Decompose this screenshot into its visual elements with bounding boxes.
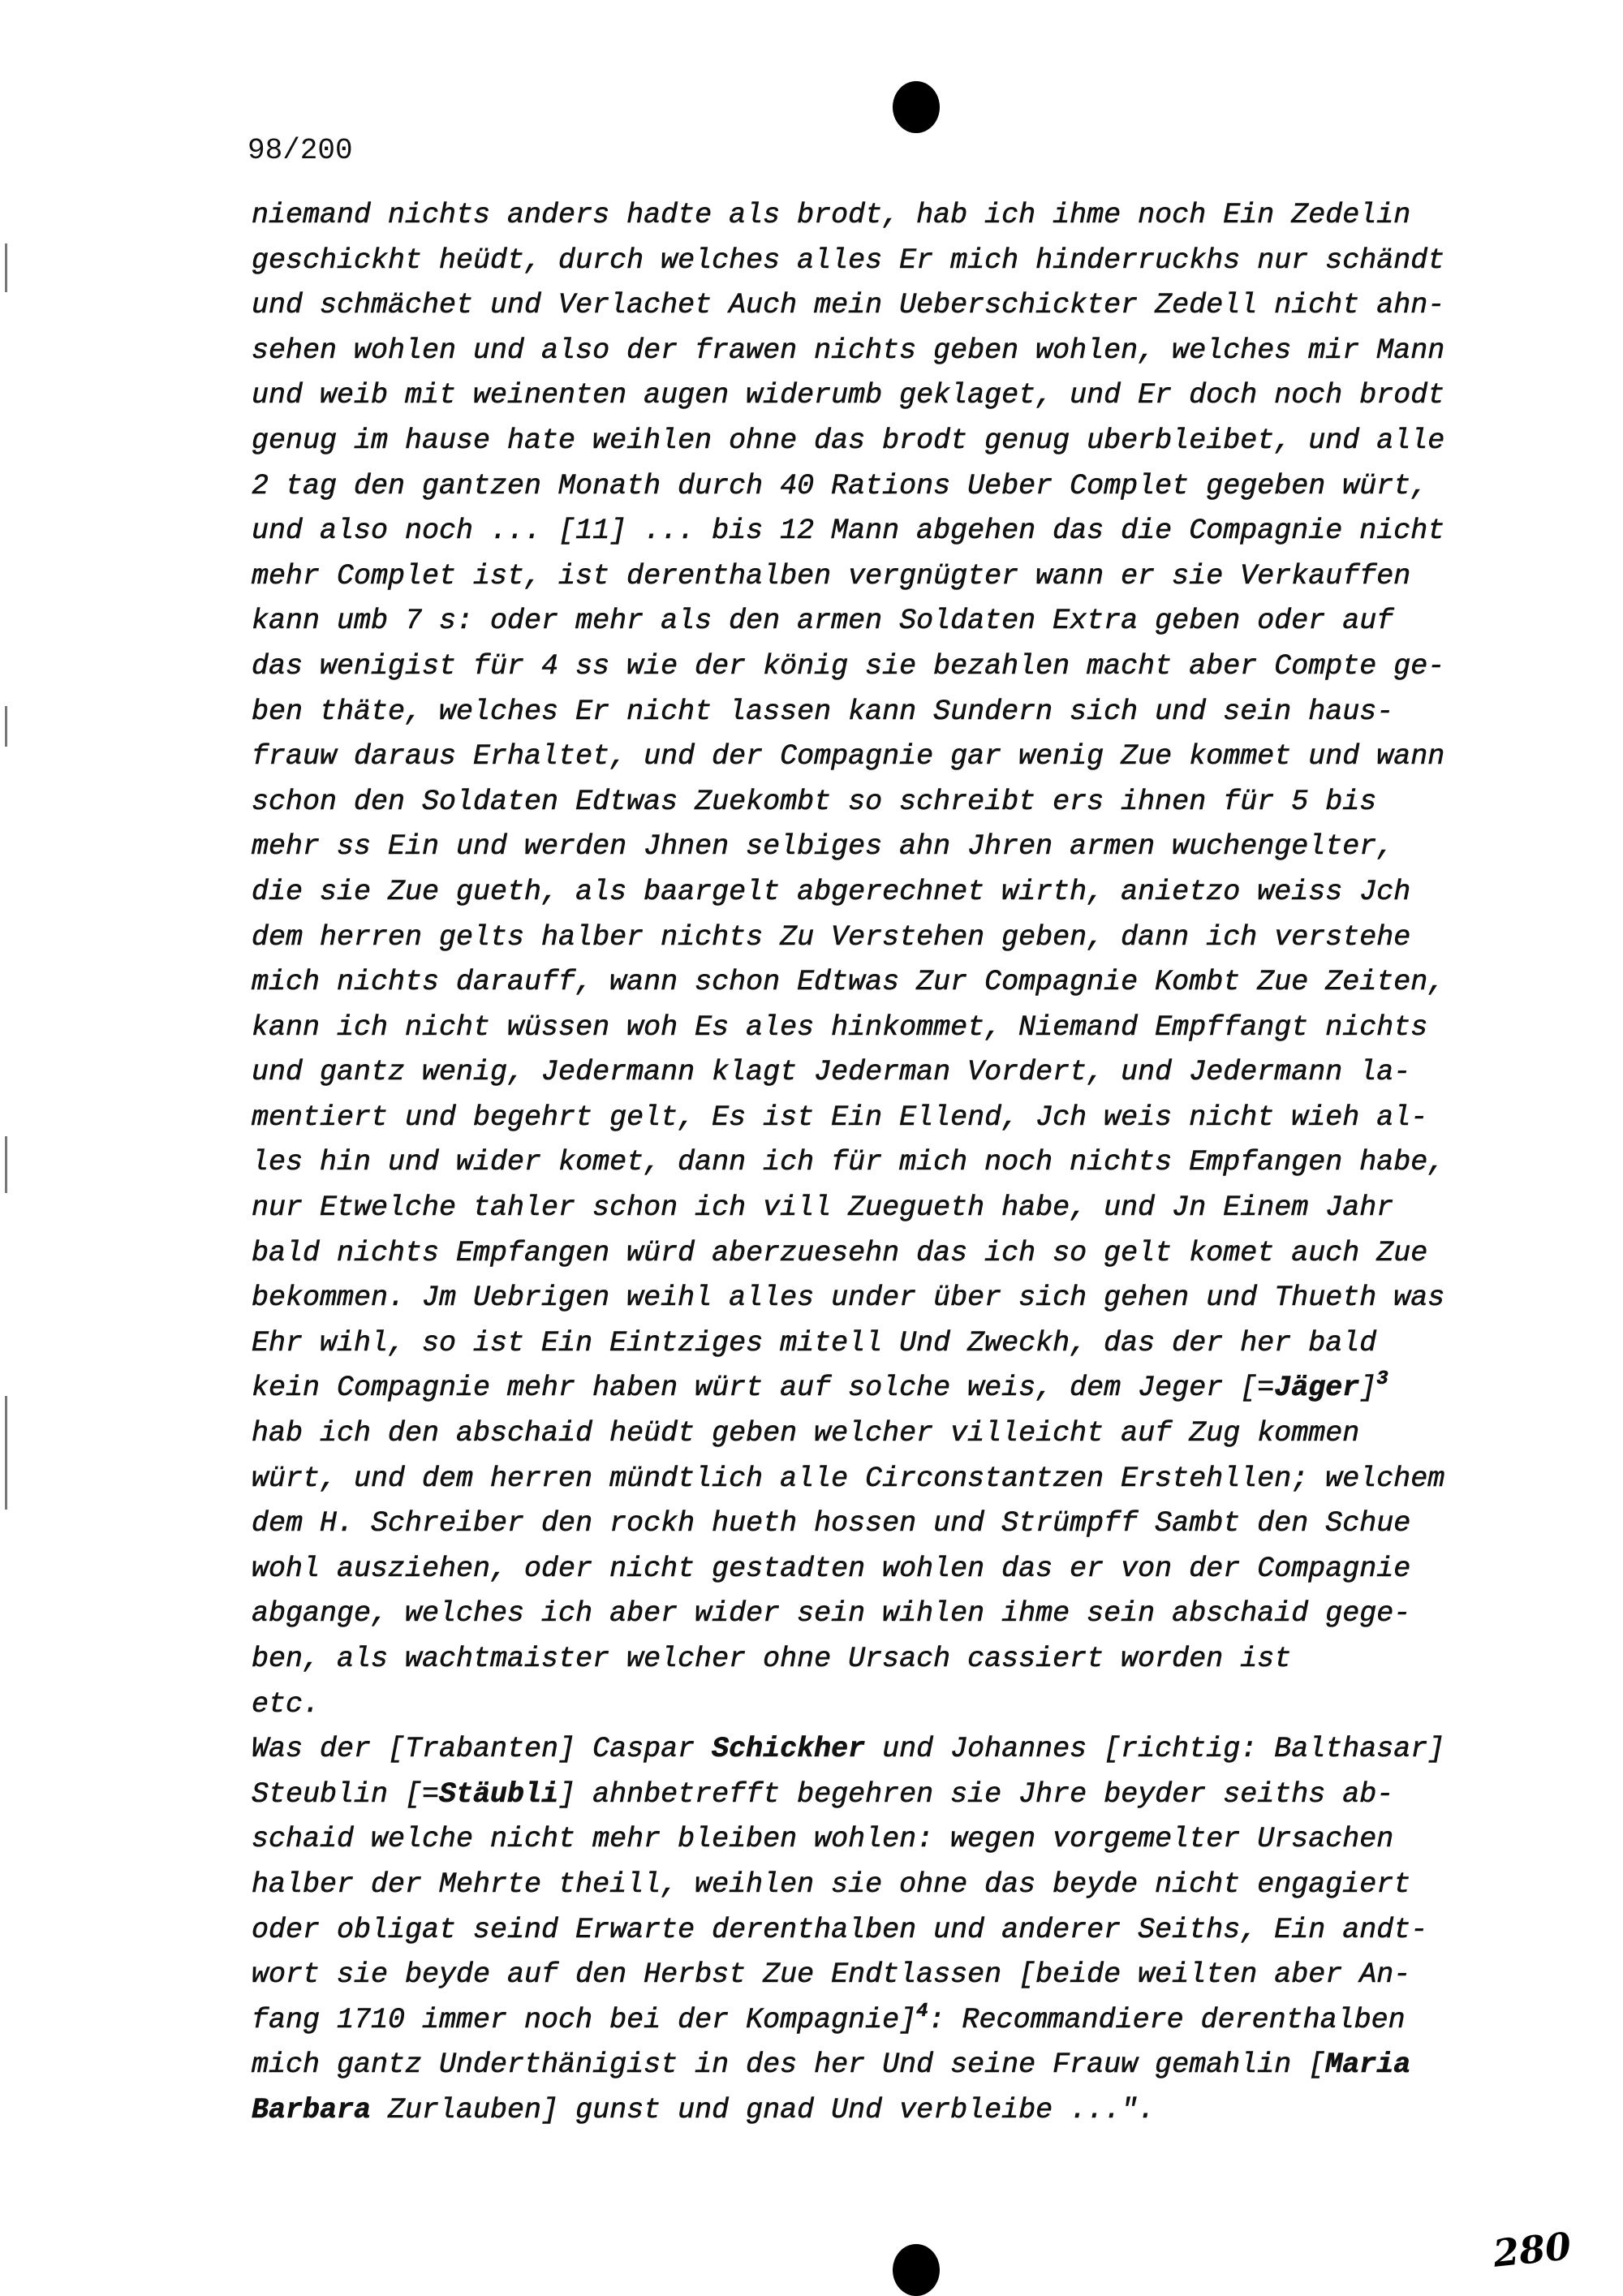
text-segment: niemand nichts anders hadte als brodt, hab ich ihme noch Ein Zedelin: [252, 199, 1411, 231]
text-line: [252, 2088, 1444, 2134]
text-line: [252, 870, 1444, 915]
punch-hole-top: [893, 81, 940, 133]
text-line: [252, 1276, 1444, 1321]
text-segment: nur Etwelche tahler schon ich vill Zuegueth habe, und Jn Einem Jahr: [252, 1191, 1394, 1225]
text-line: [252, 329, 1444, 374]
text-segment: dem H. Schreiber den rockh hueth hossen und Strümpff Sambt den Schue: [252, 1507, 1411, 1540]
text-segment: fang 1710 immer noch bei der Kompagnie]: [252, 2003, 917, 2036]
text-line: [252, 1908, 1444, 1954]
text-segment: genug im hause hate weihlen ohne das brodt genug uberbleibet, und alle: [252, 424, 1445, 457]
text-line: [252, 1547, 1444, 1592]
scan-edge-mark: [5, 1136, 7, 1193]
text-segment: und gantz wenig, Jedermann klagt Jederman Vordert, und Jedermann la-: [252, 1056, 1411, 1089]
text-line: [252, 690, 1444, 735]
bold-name: Jäger: [1274, 1372, 1360, 1405]
text-segment: und weib mit weinenten augen widerumb geklaget, und Er doch noch brodt: [252, 379, 1445, 412]
text-line: [252, 2043, 1444, 2088]
text-line: [252, 1411, 1444, 1457]
text-segment: kann ich nicht wüssen woh Es ales hinkommet, Niemand Empffangt nichts: [252, 1010, 1428, 1044]
text-line: [252, 419, 1444, 464]
text-line: [252, 464, 1444, 510]
text-line: [252, 1953, 1444, 1998]
text-segment: oder obligat seind Erwarte derenthalben und anderer Seiths, Ein andt-: [252, 1913, 1428, 1946]
bold-name: Schickher: [712, 1733, 866, 1766]
text-segment: ]: [1359, 1372, 1377, 1405]
text-line: [252, 599, 1444, 644]
document-body: [252, 193, 1444, 2134]
text-line: [252, 960, 1444, 1006]
text-segment: wohl ausziehen, oder nicht gestadten wohlen das er von der Compagnie: [252, 1552, 1411, 1585]
text-line: [252, 1186, 1444, 1231]
text-segment: ben thäte, welches Er nicht lassen kann Sundern sich und sein haus-: [252, 695, 1394, 728]
text-segment: wort sie beyde auf den Herbst Zue Endtlassen [beide weilten aber An-: [252, 1958, 1411, 1992]
text-segment: das wenigist für 4 ss wie der könig sie bezahlen macht aber Compte ge-: [252, 649, 1445, 683]
text-line: [252, 1050, 1444, 1096]
text-line: [252, 1998, 1444, 2044]
text-segment: mich nichts darauff, wann schon Edtwas Zur Compagnie Kombt Zue Zeiten,: [252, 966, 1445, 999]
text-segment: mentiert und begehrt gelt, Es ist Ein Ellend, Jch weis nicht wieh al-: [252, 1101, 1428, 1134]
text-segment: hab ich den abschaid heüdt geben welcher villeicht auf Zug kommen: [252, 1417, 1360, 1450]
text-segment: 2 tag den gantzen Monath durch 40 Rations Ueber Complet gegeben würt,: [252, 469, 1428, 502]
scan-edge-mark: [5, 243, 7, 292]
text-segment: bekommen. Jm Uebrigen weihl alles under über sich gehen und Thueth was: [252, 1282, 1445, 1315]
bold-name: Maria: [1325, 2048, 1411, 2082]
text-segment: und also noch ... [11] ... bis 12 Mann abgehen das die Compagnie nicht: [252, 515, 1445, 548]
text-segment: les hin und wider komet, dann ich für mich noch nichts Empfangen habe,: [252, 1146, 1445, 1179]
text-segment: ben, als wachtmaister welcher ohne Ursach cassiert worden ist: [252, 1643, 1292, 1675]
text-segment: und Johannes [richtig: Balthasar]: [865, 1733, 1445, 1766]
text-segment: und schmächet und Verlachet Auch mein Ueberschickter Zedell nicht ahn-: [252, 289, 1445, 322]
text-line: [252, 1501, 1444, 1547]
text-segment: : Recommandiere derenthalben: [928, 2003, 1406, 2036]
text-segment: kein Compagnie mehr haben würt auf solche weis, dem Jeger [=: [252, 1372, 1275, 1405]
text-segment: kann umb 7 s: oder mehr als den armen Soldaten Extra geben oder auf: [252, 605, 1394, 638]
text-line: [252, 509, 1444, 554]
text-line: [252, 1817, 1444, 1863]
text-segment: halber der Mehrte theill, weihlen sie ohne das beyde nicht engagiert: [252, 1867, 1411, 1901]
text-segment: ] ahnbetrefft begehren sie Jhre beyder seiths ab-: [558, 1777, 1394, 1811]
text-segment: die sie Zue gueth, als baargelt abgerechnet wirth, anietzo weiss Jch: [252, 875, 1411, 908]
text-segment: sehen wohlen und also der frawen nichts geben wohlen, welches mir Mann: [252, 334, 1445, 367]
text-segment: schon den Soldaten Edtwas Zuekombt so schreibt ers ihnen für 5 bis: [252, 785, 1377, 818]
text-segment: bald nichts Empfangen würd aberzuesehn das ich so gelt komet auch Zue: [252, 1236, 1428, 1269]
handwritten-folio-number: 280: [1491, 2224, 1573, 2276]
text-segment: mehr Complet ist, ist derenthalben vergnügter wann er sie Verkauffen: [252, 559, 1411, 592]
text-line: [252, 644, 1444, 690]
text-segment: Ehr wihl, so ist Ein Eintziges mitell Und Zweckh, das der her bald: [252, 1326, 1377, 1359]
page-number: 98/200: [248, 134, 353, 167]
text-line: [252, 1006, 1444, 1051]
text-segment: dem herren gelts halber nichts Zu Verstehen geben, dann ich verstehe: [252, 920, 1411, 954]
text-line: [252, 554, 1444, 600]
text-line: [252, 193, 1444, 239]
text-segment: Zurlauben] gunst und gnad Und verbleibe ...".: [371, 2093, 1156, 2126]
text-line: [252, 1321, 1444, 1367]
punch-hole-bottom: [893, 2244, 940, 2296]
text-line: [252, 1140, 1444, 1186]
text-line: [252, 1592, 1444, 1637]
text-segment: würt, und dem herren mündtlich alle Circonstantzen Erstehllen; welchem: [252, 1462, 1445, 1495]
text-segment: etc.: [252, 1687, 321, 1721]
bold-name: Stäubli: [439, 1777, 559, 1811]
text-segment: abgange, welches ich aber wider sein wihlen ihme sein abschaid gege-: [252, 1597, 1411, 1630]
scan-edge-mark: [5, 1396, 7, 1510]
text-segment: schaid welche nicht mehr bleiben wohlen: wegen vorgemelter Ursachen: [252, 1823, 1394, 1856]
text-line: [252, 1231, 1444, 1277]
text-line: [252, 1366, 1444, 1411]
text-segment: geschickht heüdt, durch welches alles Er mich hinderruckhs nur schändt: [252, 243, 1445, 277]
text-line: [252, 780, 1444, 825]
text-line: [252, 1096, 1444, 1141]
text-segment: frauw daraus Erhaltet, und der Compagnie gar wenig Zue kommet und wann: [252, 740, 1445, 773]
scan-edge-mark: [5, 706, 7, 747]
text-line: [252, 1457, 1444, 1502]
bold-name: Barbara: [252, 2093, 372, 2126]
footnote-marker: 3: [1376, 1368, 1388, 1391]
footnote-marker: 4: [916, 2000, 928, 2022]
text-line: [252, 1682, 1444, 1728]
text-segment: Steublin [=: [252, 1777, 440, 1811]
text-line: [252, 373, 1444, 419]
text-segment: mehr ss Ein und werden Jhnen selbiges ahn Jhren armen wuchengelter,: [252, 830, 1394, 864]
text-line: [252, 1773, 1444, 1818]
text-line: [252, 915, 1444, 961]
text-line: [252, 1637, 1444, 1682]
text-line: [252, 283, 1444, 329]
text-line: [252, 239, 1444, 284]
text-line: [252, 734, 1444, 780]
text-line: [252, 1727, 1444, 1773]
text-line: [252, 825, 1444, 870]
text-segment: Was der [Trabanten] Caspar: [252, 1733, 712, 1766]
text-segment: mich gantz Underthänigist in des her Und seine Frauw gemahlin [: [252, 2048, 1326, 2082]
text-line: [252, 1863, 1444, 1908]
